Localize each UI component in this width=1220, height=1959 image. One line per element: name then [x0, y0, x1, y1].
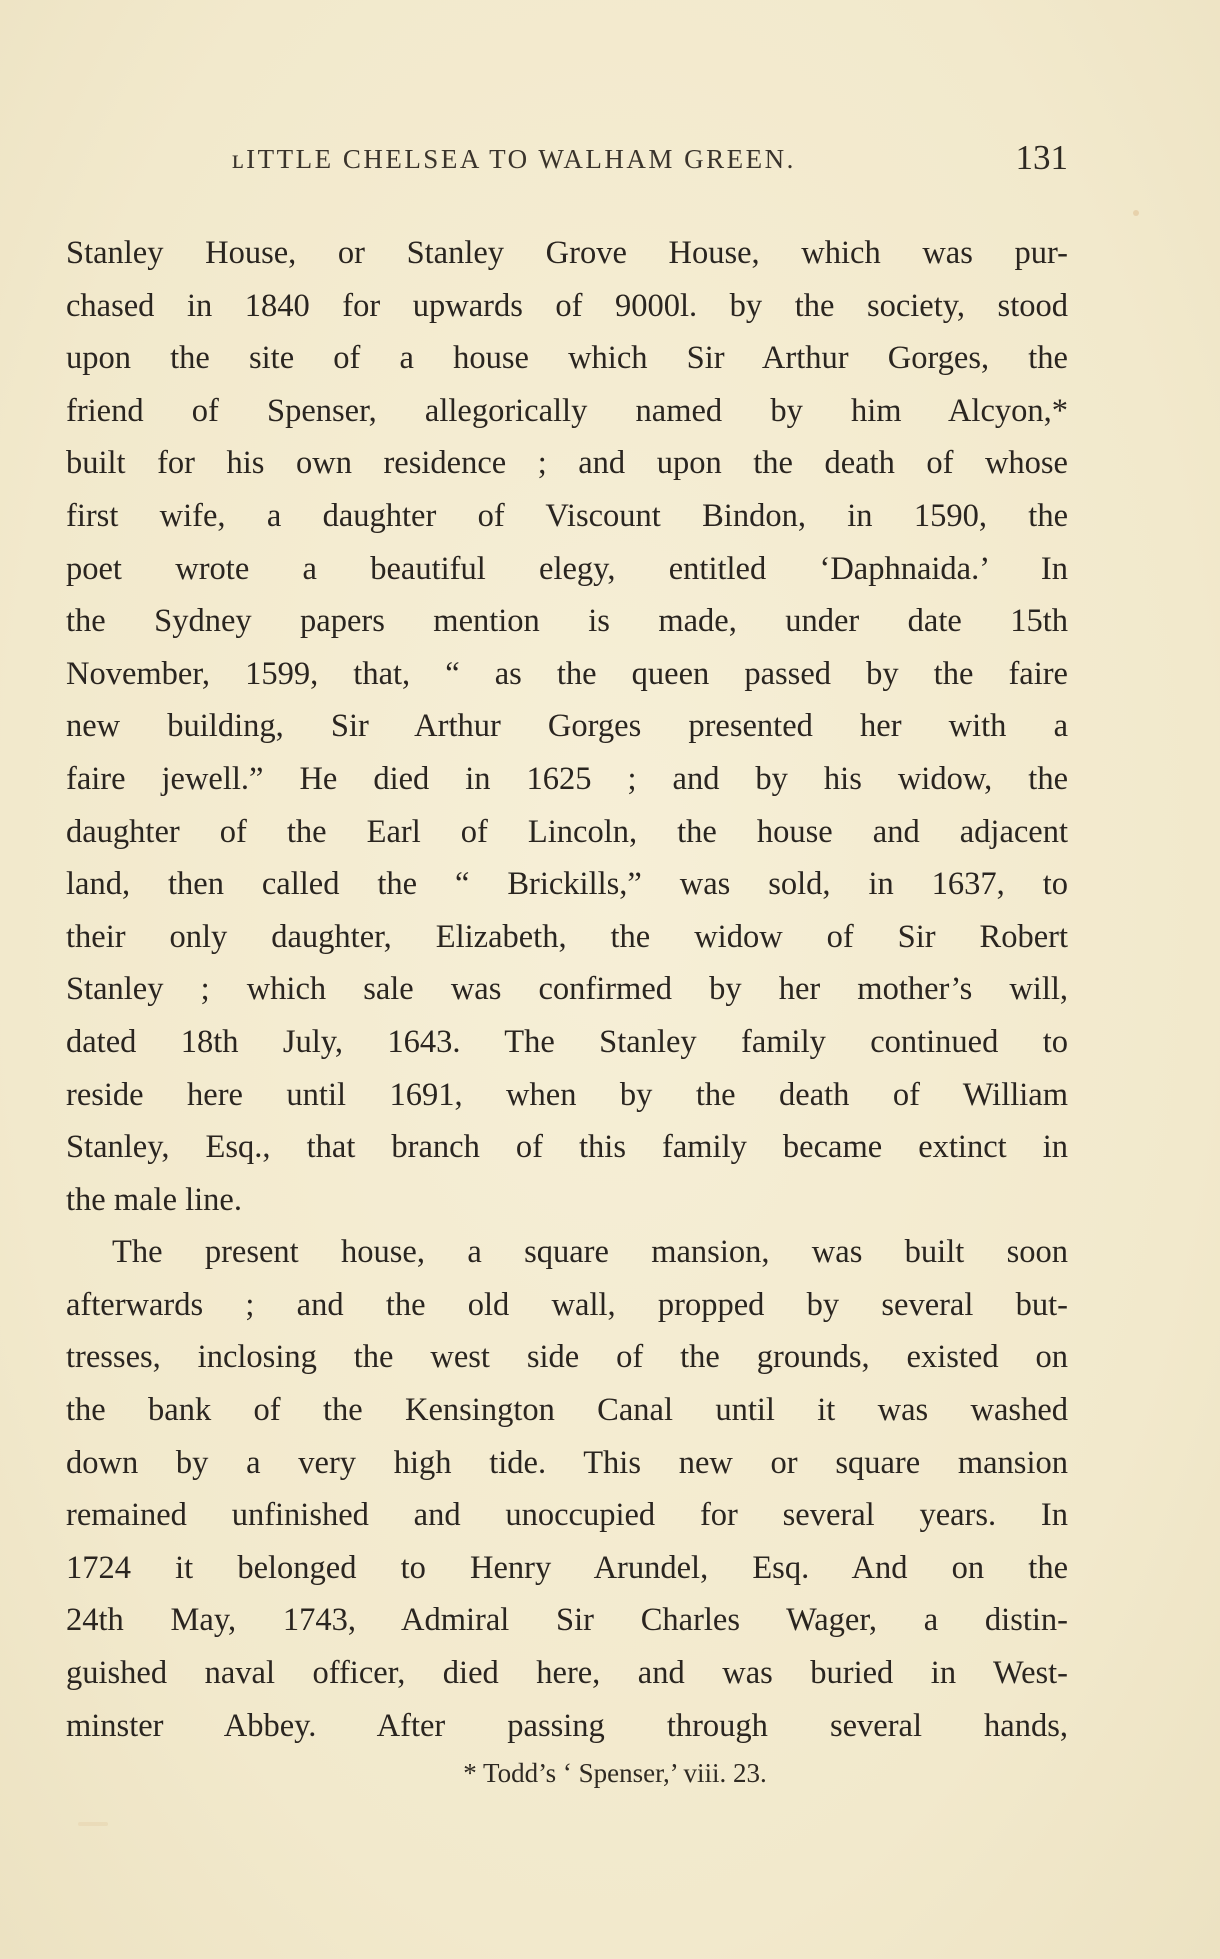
- text-line: built for his own residence ; and upon the death of whose: [66, 445, 1068, 482]
- text-line: chased in 1840 for upwards of 9000l. by the society, stood: [66, 287, 1068, 324]
- text-line: reside here until 1691, when by the death of William: [66, 1076, 1068, 1113]
- text-line: minster Abbey. After passing through several hands,: [66, 1707, 1068, 1744]
- text-line: the Sydney papers mention is made, under date 15th: [66, 603, 1068, 640]
- paragraph-start-line: The present house, a square mansion, was built soon: [112, 1234, 1068, 1271]
- text-line: poet wrote a beautiful elegy, entitled ‘Daphnaida.’ In: [66, 550, 1068, 587]
- page-header: [66, 138, 1066, 182]
- running-head: ʟITTLE CHELSEA TO WALHAM GREEN.: [232, 144, 796, 174]
- text-line: Stanley, Esq., that branch of this family became extinct in: [66, 1129, 1068, 1166]
- text-line: 24th May, 1743, Admiral Sir Charles Wager, a distin-: [66, 1602, 1068, 1639]
- footnote: * Todd’s ‘ Spenser,’ viii. 23.: [463, 1758, 767, 1788]
- text-line: remained unfinished and unoccupied for several years. In: [66, 1497, 1068, 1534]
- text-line: friend of Spenser, allegorically named by him Alcyon,*: [66, 392, 1068, 429]
- text-line: upon the site of a house which Sir Arthur Gorges, the: [66, 340, 1068, 377]
- text-line: first wife, a daughter of Viscount Bindon, in 1590, the: [66, 497, 1068, 534]
- text-line: daughter of the Earl of Lincoln, the house and adjacent: [66, 813, 1068, 850]
- text-line: Stanley ; which sale was confirmed by her mother’s will,: [66, 971, 1068, 1008]
- text-line: the bank of the Kensington Canal until it was washed: [66, 1392, 1068, 1429]
- text-line: down by a very high tide. This new or square mansion: [66, 1444, 1068, 1481]
- page-number: 131: [1015, 138, 1068, 177]
- body-text: [66, 227, 1068, 1752]
- paper-speck: [1133, 210, 1139, 216]
- text-line: guished naval officer, died here, and was buried in West-: [66, 1655, 1068, 1692]
- text-line: 1724 it belonged to Henry Arundel, Esq. And on the: [66, 1549, 1068, 1586]
- text-line: land, then called the “ Brickills,” was sold, in 1637, to: [66, 866, 1068, 903]
- text-line: new building, Sir Arthur Gorges presented her with a: [66, 708, 1068, 745]
- text-line: tresses, inclosing the west side of the grounds, existed on: [66, 1339, 1068, 1376]
- text-line: November, 1599, that, “ as the queen passed by the faire: [66, 655, 1068, 692]
- text-line: dated 18th July, 1643. The Stanley family continued to: [66, 1023, 1068, 1060]
- text-line: afterwards ; and the old wall, propped by several but-: [66, 1286, 1068, 1323]
- text-line: their only daughter, Elizabeth, the widow of Sir Robert: [66, 918, 1068, 955]
- paragraph-end-line: the male line.: [66, 1181, 242, 1218]
- text-line: Stanley House, or Stanley Grove House, which was pur-: [66, 235, 1068, 271]
- text-line: faire jewell.” He died in 1625 ; and by his widow, the: [66, 760, 1068, 797]
- paper-speck: [78, 1822, 108, 1826]
